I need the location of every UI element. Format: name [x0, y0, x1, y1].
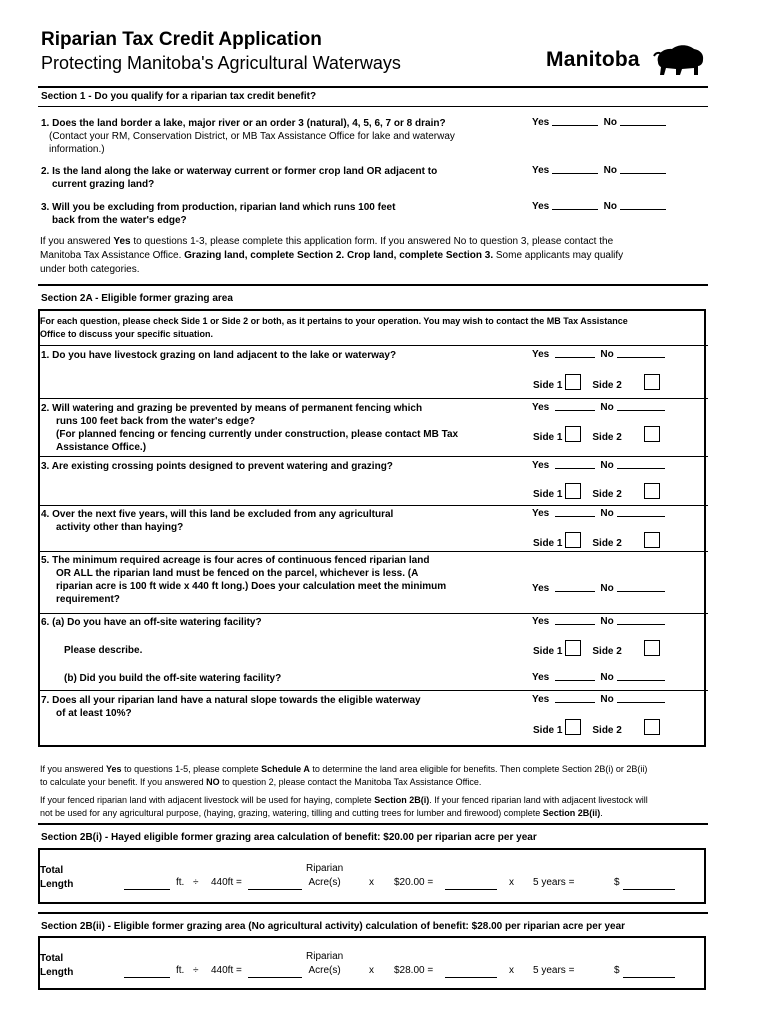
s2bi-times-2: x [509, 877, 514, 888]
s2bi-riparian-acres-label: Riparian Acre(s) [306, 863, 344, 888]
s2a-q4-side1-checkbox[interactable] [565, 532, 581, 548]
s2bii-length-input[interactable] [124, 977, 170, 978]
s2a-question-2: 2. Will watering and grazing be prevented by means of permanent fencing which runs 100 feet back from the water's edge? (For planned fencing or fencing currently under construction, please contact MB Tax Assistance Office.) [41, 403, 459, 453]
s2a-question-6b: (b) Did you build the off-site watering facility? [64, 673, 282, 684]
s2bi-annual-input[interactable] [445, 889, 497, 890]
section1-rule [38, 106, 708, 107]
s2a-q2-side2-checkbox[interactable] [644, 426, 660, 442]
s2a-q2-side1-checkbox[interactable] [565, 426, 581, 442]
s2bii-times-1: x [369, 965, 374, 976]
s2a-q1-yes-no[interactable]: Yes No [532, 349, 665, 360]
s2a-note-1: If you answered Yes to questions 1-5, please complete Schedule A to determine the land area eligible for benefits. Then complete Section 2B(i) or 2B(ii) to calculate your benefit. If you answered NO to question 2, please contact the Manitoba Tax Assistance Office. [40, 764, 648, 787]
section1-heading: Section 1 - Do you qualify for a riparian tax credit benefit? [41, 91, 317, 102]
section2bii-heading: Section 2B(ii) - Eligible former grazing area (No agricultural activity) calculation of benefit: $28.00 per riparian acre per year [41, 921, 626, 932]
s2a-q6-side1-checkbox[interactable] [565, 640, 581, 656]
section2bi-heading: Section 2B(i) - Hayed eligible former grazing area calculation of benefit: $20.00 per riparian acre per year [41, 832, 537, 843]
page-subtitle: Protecting Manitoba's Agricultural Waterways [41, 53, 401, 73]
s2a-q6-side2-checkbox[interactable] [644, 640, 660, 656]
s1-question-3: 3. Will you be excluding from production, riparian land which runs 100 feet back from the water's edge? [41, 202, 396, 226]
s2bi-440ft: 440ft = [211, 877, 242, 888]
s2a-rule-6 [38, 690, 708, 691]
section2a-heading: Section 2A - Eligible former grazing area [41, 293, 233, 304]
s2bii-acres-input[interactable] [248, 977, 302, 978]
s2a-q4-sides: Side 1 Side 2 [533, 532, 660, 549]
s2a-q3-side2-checkbox[interactable] [644, 483, 660, 499]
s2bi-years: 5 years = [533, 877, 575, 888]
s2a-q7-side1-checkbox[interactable] [565, 719, 581, 735]
s2bii-rate: $28.00 = [394, 965, 434, 976]
s2a-note-2: If your fenced riparian land with adjacent livestock will be used for haying, complete Section 2B(i). If your fenced riparian land with adjacent livestock will not be used for any agricultural purpose, (haying, grazing, watering, tilling and cutting trees for lumber and firewood) complete Section 2B(ii). [40, 795, 648, 818]
s2bi-ft: ft. [176, 877, 185, 888]
s2a-q1-sides: Side 1 Side 2 [533, 374, 660, 391]
manitoba-logo [546, 42, 706, 82]
s2a-q6-sides: Side 1 Side 2 [533, 640, 660, 657]
s2a-rule-5 [38, 613, 708, 614]
s2a-q1-side1-checkbox[interactable] [565, 374, 581, 390]
s2a-q1-side2-checkbox[interactable] [644, 374, 660, 390]
s2a-question-5: 5. The minimum required acreage is four acres of continuous fenced riparian land OR ALL the riparian land must be fenced on the parcel, whichever is less. (A riparian acre is 100 ft wide x 440 ft long.) Does your calculation meet the minimum requirement? [41, 555, 447, 605]
s2a-q7-side2-checkbox[interactable] [644, 719, 660, 735]
s2bii-times-2: x [509, 965, 514, 976]
section2a-intro: For each question, please check Side 1 or Side 2 or both, as it pertains to your operation. You may wish to contact the MB Tax Assistance Office to discuss your specific situation. [40, 316, 628, 339]
section1-instructions: If you answered Yes to questions 1-3, please complete this application form. If you answered No to question 3, please contact the Manitoba Tax Assistance Office. Grazing land, complete Section 2. Crop land, complete Section 3. Some applicants may qualify under both categories. [40, 236, 624, 275]
s2bi-rate: $20.00 = [394, 877, 434, 888]
s2a-q5-yes-no[interactable]: Yes No [532, 583, 665, 594]
s2bi-acres-input[interactable] [248, 889, 302, 890]
s2bi-total-input[interactable] [623, 889, 675, 890]
s1-q2-yes-no[interactable]: Yes No [532, 165, 666, 176]
s2a-rule-intro [38, 345, 708, 346]
s2bii-dollar: $ [614, 965, 620, 976]
s2bii-total-length-label: Total Length [40, 953, 74, 978]
s2bi-divide-sign: ÷ [193, 877, 199, 888]
s2a-rule-1 [38, 398, 708, 399]
s2a-q7-yes-no[interactable]: Yes No [532, 694, 665, 705]
s2a-question-6a: 6. (a) Do you have an off-site watering facility? [41, 617, 262, 628]
s1-q3-yes-no[interactable]: Yes No [532, 201, 666, 212]
header-rule [38, 86, 708, 88]
s2bii-440ft: 440ft = [211, 965, 242, 976]
s2a-rule-3 [38, 505, 708, 506]
s1-question-2: 2. Is the land along the lake or waterway current or former crop land OR adjacent to current grazing land? [41, 166, 438, 190]
s2a-q2-yes-no[interactable]: Yes No [532, 402, 665, 413]
s2a-q2-sides: Side 1 Side 2 [533, 426, 660, 443]
s2bii-total-input[interactable] [623, 977, 675, 978]
section2a-top-rule [38, 284, 708, 286]
s2a-q4-yes-no[interactable]: Yes No [532, 508, 665, 519]
s2a-question-1: 1. Do you have livestock grazing on land adjacent to the lake or waterway? [41, 350, 397, 361]
logo-text: Manitoba [546, 48, 640, 71]
s2a-question-7: 7. Does all your riparian land have a natural slope towards the eligible waterway of at least 10%? [41, 695, 421, 719]
s1-question-1: 1. Does the land border a lake, major river or an order 3 (natural), 4, 5, 6, 7 or 8 drain? (Contact your RM, Conservation District, or MB Tax Assistance Office for lake and waterway information.) [41, 118, 455, 155]
s2a-q6b-yes-no[interactable]: Yes No [532, 672, 665, 683]
s2a-q3-sides: Side 1 Side 2 [533, 483, 660, 500]
s2a-q4-side2-checkbox[interactable] [644, 532, 660, 548]
s2a-question-3: 3. Are existing crossing points designed to prevent watering and grazing? [41, 461, 393, 472]
s2bi-total-length-label: Total Length [40, 865, 74, 890]
page-title: Riparian Tax Credit Application [41, 29, 322, 50]
s2a-q3-yes-no[interactable]: Yes No [532, 460, 665, 471]
s1-q1-yes-no[interactable]: Yes No [532, 117, 666, 128]
section2bi-box [38, 848, 706, 904]
s2a-q7-sides: Side 1 Side 2 [533, 719, 660, 736]
s2a-rule-4 [38, 551, 708, 552]
s2bi-length-input[interactable] [124, 889, 170, 890]
s2bi-dollar: $ [614, 877, 620, 888]
s2bii-divide-sign: ÷ [193, 965, 199, 976]
s2a-q3-side1-checkbox[interactable] [565, 483, 581, 499]
s2a-rule-2 [38, 456, 708, 457]
s2a-q6-describe: Please describe. [64, 645, 143, 656]
bison-icon [652, 42, 706, 78]
s2bi-times-1: x [369, 877, 374, 888]
s2a-question-4: 4. Over the next five years, will this land be excluded from any agricultural activity other than haying? [41, 509, 394, 533]
s2bii-years: 5 years = [533, 965, 575, 976]
s2bii-annual-input[interactable] [445, 977, 497, 978]
s2a-q6a-yes-no[interactable]: Yes No [532, 616, 665, 627]
section2bi-top-rule [38, 823, 708, 825]
s2bii-ft: ft. [176, 965, 185, 976]
s2bii-riparian-acres-label: Riparian Acre(s) [306, 951, 344, 976]
section2bii-box [38, 936, 706, 990]
section2bii-top-rule [38, 912, 708, 914]
